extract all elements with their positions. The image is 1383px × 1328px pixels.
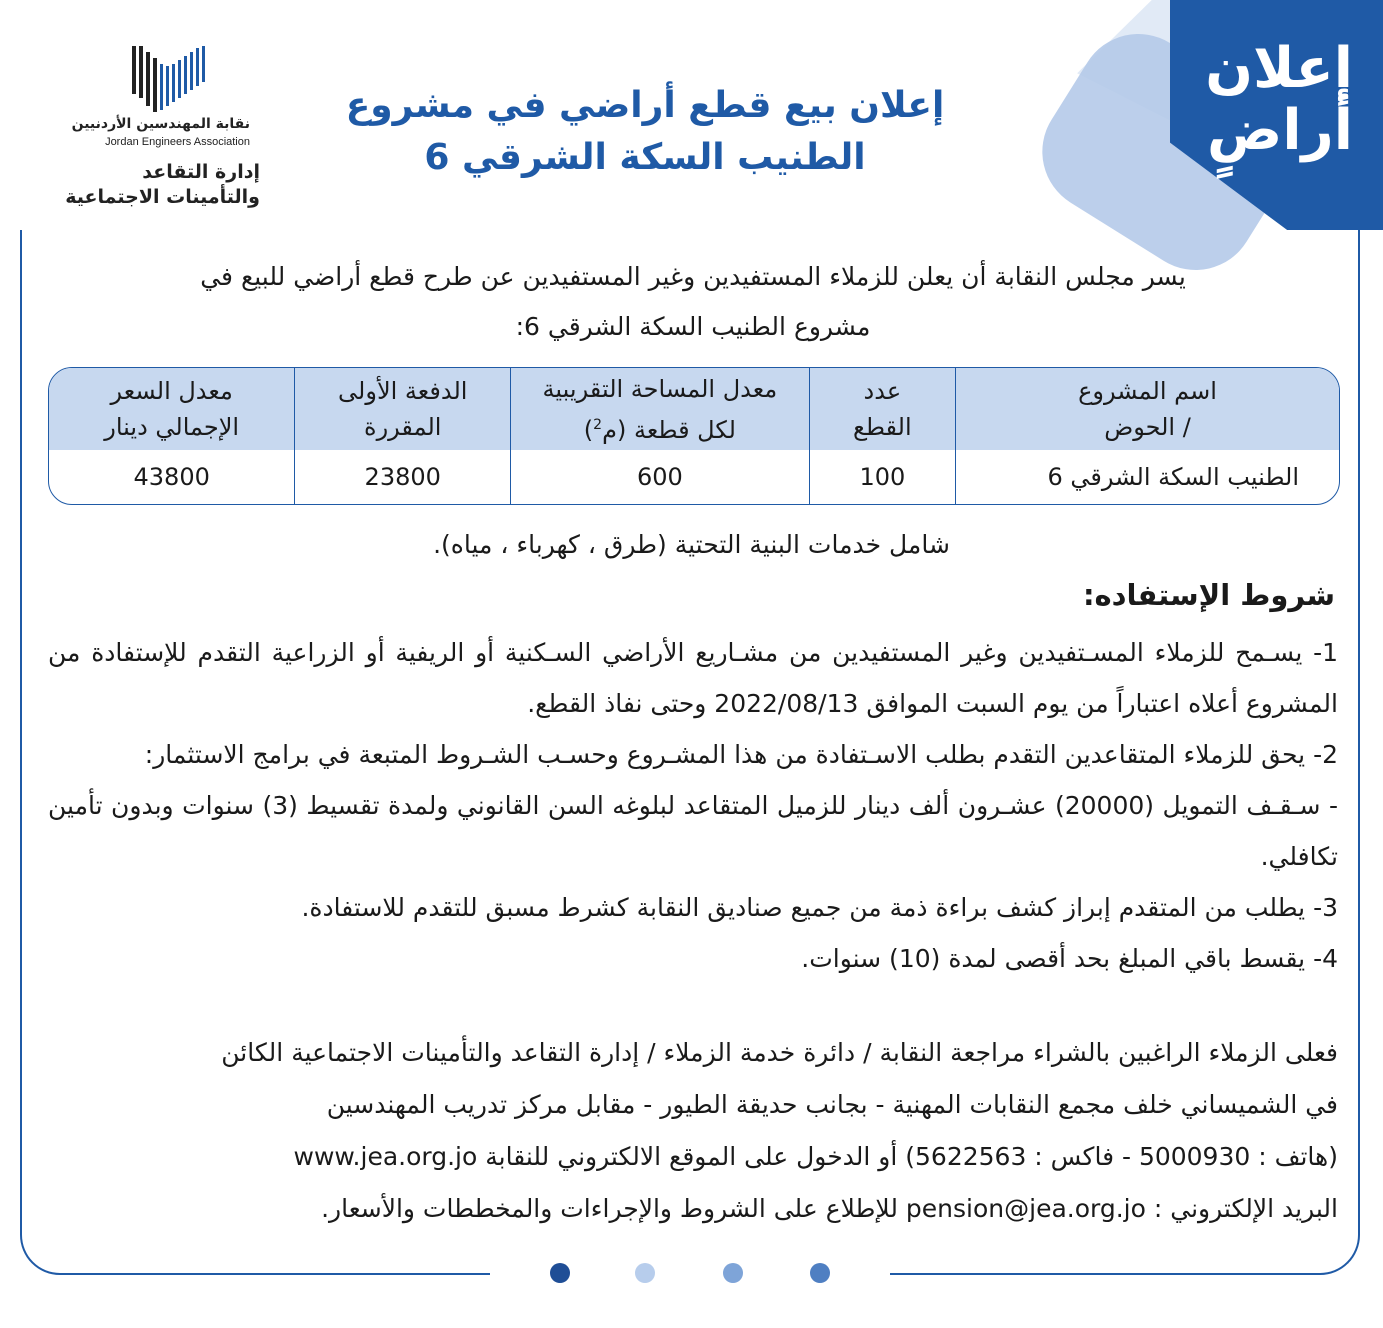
header-area-sup: 2	[593, 416, 603, 433]
term-4: 4- يقسط باقي المبلغ بحد أقصى لمدة (10) سنوات.	[801, 944, 1338, 973]
banner-title-line1: إعلان	[1205, 36, 1353, 101]
header-project-line2: / الحوض	[1104, 413, 1191, 441]
dot-1	[550, 1263, 570, 1283]
intro-paragraph	[48, 252, 1338, 352]
logo-name-en: Jordan Engineers Association	[105, 136, 250, 148]
banner-title-line2: أراضٍ	[1207, 98, 1353, 163]
header-total-price	[49, 368, 295, 450]
term-1: 1- يسـمح للزملاء المسـتفيدين وغير المستفيدين من مشـاريع الأراضي السـكنية أو الريفية أو الزراعية التقدم للإستفادة من المشروع أعلاه اعتباراً من يوم السبت الموافق 2022/08/13 وحتى نفاذ القطع.	[48, 638, 1338, 718]
department-name	[40, 160, 260, 210]
closing-line3: (هاتف : 5000930 - فاكس : 5622563) أو الدخول على الموقع الالكتروني للنقابة www.jea.org.jo	[293, 1142, 1338, 1171]
header-project-line1: اسم المشروع	[1078, 377, 1217, 405]
headline	[300, 80, 990, 184]
term-2: 2- يحق للزملاء المتقاعدين التقدم بطلب الاسـتفادة من هذا المشـروع وحسـب الشـروط المتبعة في برامج الاستثمار:	[144, 740, 1338, 769]
dot-3	[723, 1263, 743, 1283]
header-first-payment-line1: الدفعة الأولى	[338, 377, 468, 405]
headline-line2: الطنيب السكة الشرقي 6	[424, 137, 866, 178]
services-note: شامل خدمات البنية التحتية (طرق ، كهرباء ، مياه).	[433, 530, 950, 559]
header-first-payment	[295, 368, 511, 450]
closing-line4: البريد الإلكتروني : pension@jea.org.jo للإطلاع على الشروط والإجراءات والمخططات والأسعار.	[321, 1194, 1338, 1223]
table-row	[49, 450, 1339, 504]
header-area-close: )	[583, 415, 594, 444]
land-table	[48, 367, 1340, 505]
department-line1: إدارة التقاعد	[142, 161, 260, 183]
dot-2	[635, 1263, 655, 1283]
terms-title: شروط الإستفاده:	[1082, 578, 1335, 612]
table-grid	[49, 368, 1339, 504]
intro-line2: مشروع الطنيب السكة الشرقي 6:	[515, 312, 871, 341]
term-2-sub: - سـقـف التمويل (20000) عشـرون ألف دينار للزميل المتقاعد لبلوغه السن القانوني ولمدة تقسيط (3) سنوات وبدون تأمين تكافلي.	[48, 791, 1338, 871]
cell-first-payment: 23800	[295, 450, 511, 504]
term-3: 3- يطلب من المتقدم إبراز كشف براءة ذمة من جميع صناديق النقابة كشرط مسبق للتقدم للاستفادة.	[301, 893, 1338, 922]
header-count-line1: عدد	[863, 377, 902, 405]
header-count-line2: القطع	[853, 413, 912, 441]
header-area-line2	[511, 407, 809, 448]
closing-line1: فعلى الزملاء الراغبين بالشراء مراجعة النقابة / دائرة خدمة الزملاء / إدارة التقاعد والتأمينات الاجتماعية الكائن	[221, 1038, 1338, 1067]
headline-line1: إعلان بيع قطع أراضي في مشروع	[345, 85, 945, 126]
header-first-payment-line2: المقررة	[364, 413, 442, 441]
banner-title	[1193, 38, 1353, 162]
header-count	[809, 368, 955, 450]
cell-total-price: 43800	[133, 463, 210, 491]
header-area	[511, 368, 810, 450]
department-line2: والتأمينات الاجتماعية	[65, 186, 260, 208]
cell-count: 100	[809, 450, 955, 504]
logo-name-ar: نقابة المهندسين الأردنيين	[71, 116, 250, 132]
header-area-line1: معدل المساحة التقريبية	[542, 374, 778, 403]
cell-area: 600	[511, 450, 810, 504]
jea-logo-icon	[130, 44, 208, 114]
terms-list	[48, 627, 1338, 984]
closing-paragraph	[48, 1027, 1338, 1235]
header-total-price-line1: معدل السعر	[110, 377, 233, 405]
header-project	[956, 368, 1339, 450]
cell-project: الطنيب السكة الشرقي 6	[956, 450, 1339, 504]
pagination-dots	[540, 1263, 840, 1283]
header-total-price-line2: الإجمالي دينار	[104, 413, 240, 441]
table-header-row	[49, 368, 1339, 450]
dot-4	[810, 1263, 830, 1283]
closing-line2: في الشميساني خلف مجمع النقابات المهنية - بجانب حديقة الطيور - مقابل مركز تدريب المهندسين	[326, 1090, 1338, 1119]
header-area-unit: لكل قطعة (م	[602, 415, 736, 444]
intro-line1: يسر مجلس النقابة أن يعلن للزملاء المستفيدين وغير المستفيدين عن طرح قطع أراضي للبيع في	[200, 262, 1186, 291]
